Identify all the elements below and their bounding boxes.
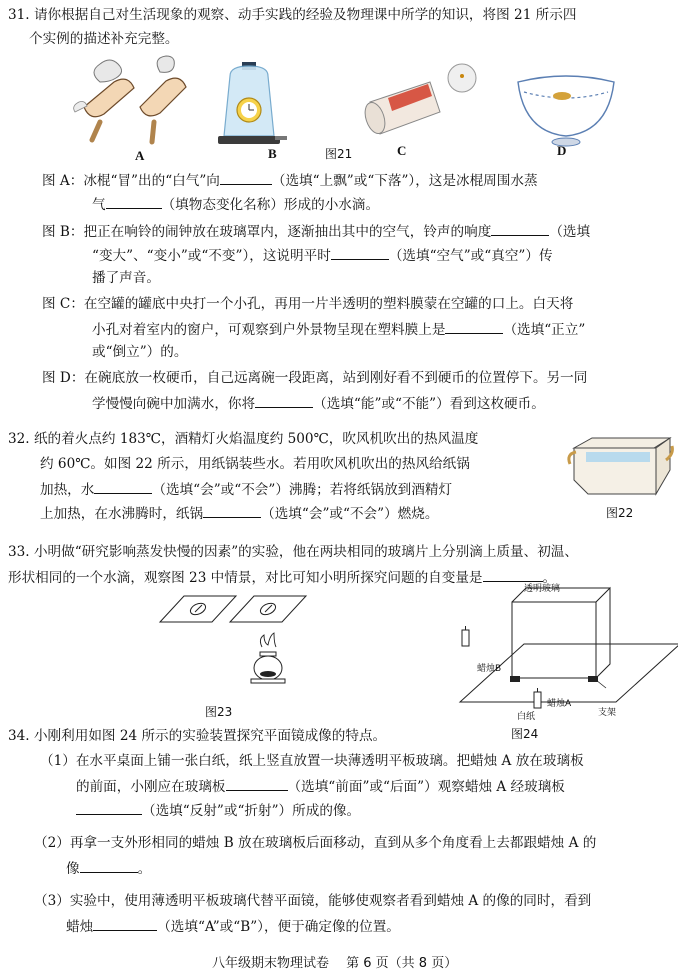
figure-label-c: C [397, 143, 407, 158]
answer-blank-b1[interactable] [491, 221, 549, 236]
q34-p1-line3 [76, 800, 360, 820]
q34-p1c-suffix: （选填“反射”或“折射”）所成的像。 [142, 803, 361, 819]
q31-a-line2 [92, 194, 379, 214]
q31-d2-suffix: （选填“能”或“不能”）看到这枚硬币。 [313, 396, 545, 412]
answer-blank-a2[interactable] [106, 194, 162, 209]
q31-b1-prefix: 图 B：把正在响铃的闹钟放在玻璃罩内，逐渐抽出其中的空气，铃声的响度 [42, 224, 492, 240]
q31-a-line1 [42, 170, 538, 190]
q32-line4 [40, 503, 438, 523]
q34-p1-line1: （1）在水平桌面上铺一张白纸，纸上竖直放置一块薄透明平板玻璃。把蜡烛 A 放在玻璃板 [40, 753, 584, 769]
q31-b-line1 [42, 221, 590, 241]
q31-b-line3: 播了声音。 [92, 270, 160, 286]
q31-c2-prefix: 小孔对着室内的窗户，可观察到户外景物呈现在塑料膜上是 [92, 322, 446, 338]
q31-d-line2 [92, 393, 545, 413]
q34-p3b-prefix: 蜡烛 [66, 919, 94, 935]
q32-l4-suffix: （选填“会”或“不会”）燃烧。 [261, 506, 439, 522]
fig24-label-paper: 白纸 [517, 712, 536, 722]
answer-blank-q34-2[interactable] [76, 800, 142, 815]
answer-blank-q32-2[interactable] [203, 503, 261, 518]
answer-blank-q34-3[interactable] [80, 858, 138, 873]
figure-23-glass-plates [150, 592, 320, 692]
q31-b2-suffix: （选填“空气”或“真空”）传 [388, 248, 553, 264]
q32-line3 [40, 479, 452, 499]
q31-line1: 31. 请你根据自己对生活现象的观察、动手实践的经验及物理课中所学的知识，将图 21 所示四 [8, 7, 577, 23]
q31-b2-prefix: “变大”、“变小”或“不变”），这说明平时 [92, 248, 331, 264]
q31-c2-suffix: （选填“正立” [503, 322, 586, 338]
q32-l3-prefix: 加热，水 [40, 482, 95, 498]
fig24-label-stand: 支架 [598, 708, 617, 718]
q34-p2-line1: （2）再拿一支外形相同的蜡烛 B 放在玻璃板后面移动，直到从多个角度看上去都跟蜡烛 A 的 [34, 835, 597, 851]
figure-label-a: A [135, 148, 145, 163]
answer-blank-d[interactable] [255, 393, 313, 408]
figure-23-caption: 图23 [205, 705, 233, 719]
pinhole-can-illustration [361, 64, 476, 136]
figure-22-paper-pot [566, 430, 676, 500]
figure-24-caption: 图24 [511, 727, 539, 741]
popsicle-illustration [74, 56, 186, 142]
q34-p2-line2 [66, 858, 151, 878]
q31-a2-suffix: （填物态变化名称）形成的小水滴。 [161, 197, 380, 213]
q31-c-line2 [92, 319, 585, 339]
q34-p1-line2 [76, 776, 565, 796]
q31-a1-suffix: （选填“上飘”或“下落”），这是冰棍周围水蒸 [271, 173, 538, 189]
q31-a1-prefix: 图 A：冰棍“冒”出的“白气”向 [42, 173, 220, 189]
q31-a2-prefix: 气 [92, 197, 106, 213]
q31-line2: 个实例的描述补充完整。 [29, 31, 179, 47]
figure-label-d: D [557, 143, 567, 158]
answer-blank-b2[interactable] [331, 245, 389, 260]
q34-p3-line2 [66, 916, 400, 936]
q34-p3b-suffix: （选填“A”或“B”），便于确定像的位置。 [157, 919, 400, 935]
q31-c-line1: 图 C：在空罐的罐底中央打一个小孔，再用一片半透明的塑料膜蒙在空罐的口上。白天将 [42, 296, 574, 312]
figure-21-caption: 图21 [325, 147, 353, 161]
q34-p2b-suffix: 。 [137, 861, 152, 877]
fig24-label-candle-b: 蜡烛B [477, 664, 502, 674]
answer-blank-q34-4[interactable] [93, 916, 157, 931]
answer-blank-q32-1[interactable] [94, 479, 152, 494]
answer-blank-a1[interactable] [220, 170, 272, 185]
q34-p1b-prefix: 的前面，小刚应在玻璃板 [76, 779, 226, 795]
q34-p2b-prefix: 像 [66, 861, 80, 877]
figure-label-b: B [268, 146, 277, 161]
q33-l2-prefix: 形状相同的一个水滴，观察图 23 中情景，对比可知小明所探究问题的自变量是 [8, 570, 483, 586]
answer-blank-c[interactable] [445, 319, 503, 334]
q32-line1: 32. 纸的着火点约 183℃，酒精灯火焰温度约 500℃，吹风机吹出的热风温度 [8, 431, 479, 447]
q33-l2-suffix: 。 [542, 570, 557, 586]
q31-c-line3: 或“倒立”）的。 [92, 344, 188, 360]
figure-22-caption: 图22 [606, 506, 634, 520]
q32-l3-suffix: （选填“会”或“不会”）沸腾；若将纸锅放到酒精灯 [152, 482, 453, 498]
fig24-label-glass: 透明玻璃 [524, 584, 561, 594]
q33-line1: 33. 小明做“研究影响蒸发快慢的因素”的实验，他在两块相同的玻璃片上分别滴上质量、初温、 [8, 544, 578, 560]
bell-jar-illustration [218, 62, 287, 144]
page-footer: 八年级期末物理试卷 第 6 页（共 8 页） [212, 956, 458, 971]
bowl-illustration [518, 76, 614, 146]
q32-line2: 约 60℃。如图 22 所示，用纸锅装些水。若用吹风机吹出的热风给纸锅 [40, 456, 470, 472]
q31-d2-prefix: 学慢慢向碗中加满水，你将 [92, 396, 256, 412]
answer-blank-q34-1[interactable] [226, 776, 288, 791]
q34-line0: 34. 小刚利用如图 24 所示的实验装置探究平面镜成像的特点。 [8, 728, 387, 744]
q31-b-line2 [92, 245, 553, 265]
q31-d-line1: 图 D：在碗底放一枚硬币，自己远离碗一段距离，站到刚好看不到硬币的位置停下。另一同 [42, 370, 588, 386]
fig24-label-candle-a: 蜡烛A [547, 699, 572, 709]
q34-p3-line1: （3）实验中，使用薄透明平板玻璃代替平面镜，能够使观察者看到蜡烛 A 的像的同时，看到 [34, 893, 592, 909]
q31-b1-suffix: （选填 [549, 224, 591, 240]
q34-p1b-suffix: （选填“前面”或“后面”）观察蜡烛 A 经玻璃板 [287, 779, 565, 795]
q32-l4-prefix: 上加热，在水沸腾时，纸锅 [40, 506, 204, 522]
